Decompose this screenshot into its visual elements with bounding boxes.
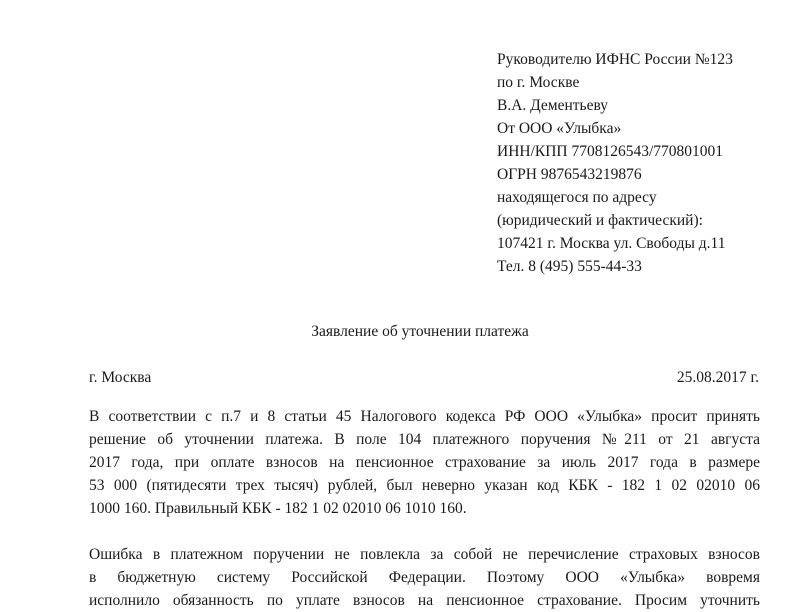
paragraph-line: исполнило обязанность по уплате взносов на пенсионное страхование. Просим уточнить [89, 592, 760, 609]
body-paragraph-2 [89, 543, 760, 612]
sender-line: ОГРН 9876543219876 [497, 166, 642, 183]
paragraph-line: 2017 года, при оплате взносов на пенсионное страхование за июль 2017 года в размере [89, 454, 760, 471]
sender-line: (юридический и фактический): [497, 212, 703, 229]
addressee-line: Руководителю ИФНС России №123 [497, 51, 733, 68]
date-text: 25.08.2017 г. [676, 369, 759, 386]
document-title: Заявление об уточнении платежа [311, 323, 529, 340]
addressee-line: по г. Москве [497, 74, 580, 91]
sender-line: находящегося по адресу [497, 189, 657, 206]
sender-phone-line: Тел. 8 (495) 555-44-33 [497, 258, 642, 275]
sender-line: ИНН/КПП 7708126543/770801001 [497, 143, 724, 160]
sender-line: От ООО «Улыбка» [497, 120, 622, 137]
body-paragraph-1 [89, 405, 760, 520]
addressee-block [497, 48, 787, 278]
paragraph-line: Ошибка в платежном поручении не повлекла за собой не перечисление страховых взносов [89, 546, 760, 563]
paragraph-line: 1000 160. Правильный КБК - 182 1 02 02010 06 1010 160. [89, 500, 467, 517]
place-text: г. Москва [89, 369, 152, 386]
sender-address-line: 107421 г. Москва ул. Свободы д.11 [497, 235, 726, 252]
addressee-line: В.А. Дементьеву [497, 97, 609, 114]
paragraph-line: 53 000 (пятидесяти трех тысяч) рублей, был неверно указан код КБК - 182 1 02 02010 06 [89, 477, 760, 494]
paragraph-line: в бюджетную систему Российской Федерации. Поэтому ООО «Улыбка» вовремя [89, 569, 760, 586]
paragraph-line: В соответствии с п.7 и 8 статьи 45 Налогового кодекса РФ ООО «Улыбка» просит принять [89, 408, 760, 425]
paragraph-line: решение об уточнении платежа. В поле 104 платежного поручения №211 от 21 августа [89, 431, 760, 448]
